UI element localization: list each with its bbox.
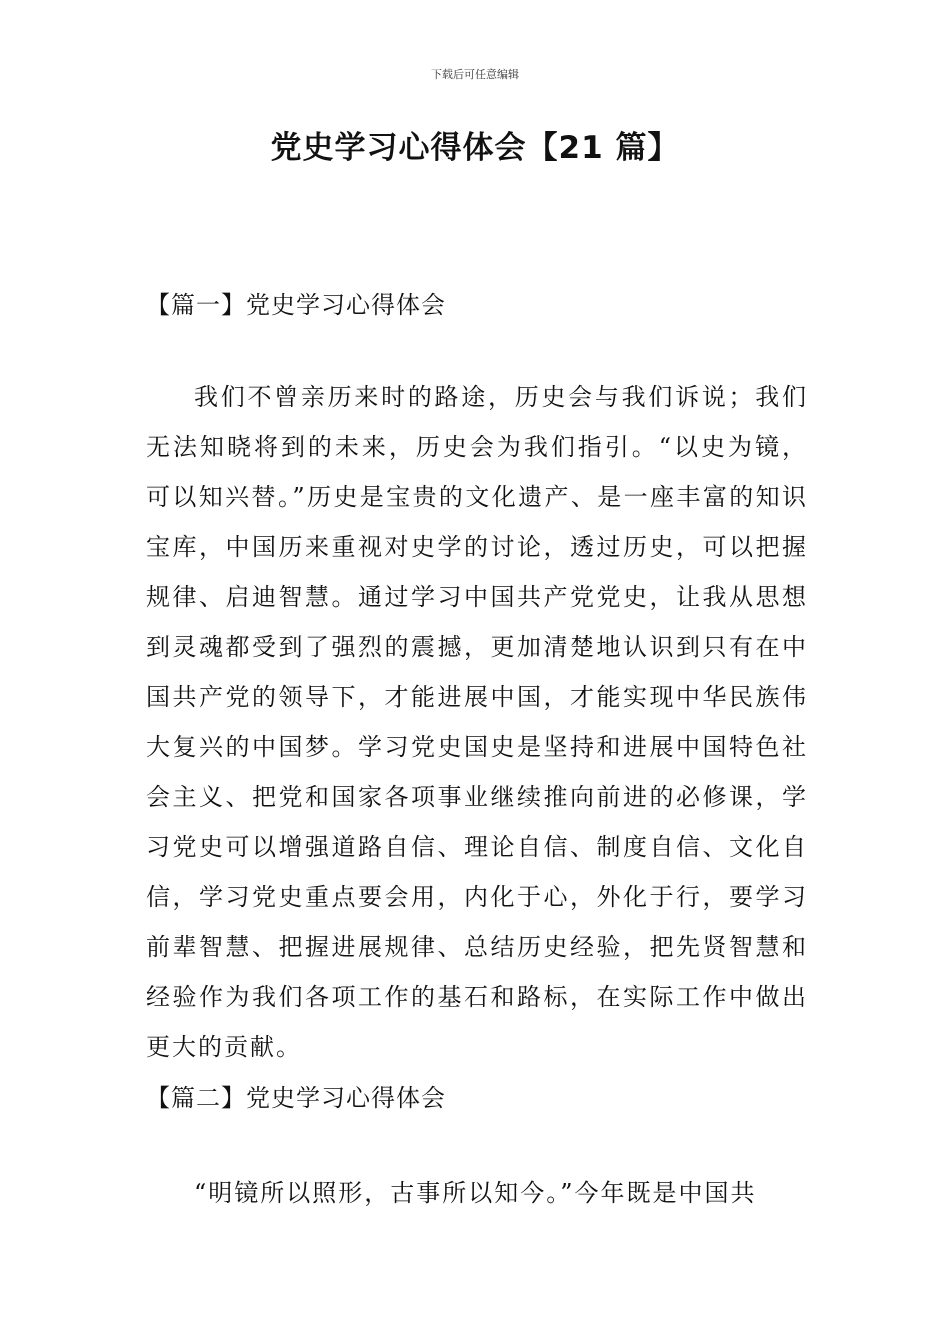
header-note: 下载后可任意编辑 (431, 68, 519, 81)
section-paragraph-1: 我们不曾亲历来时的路途，历史会与我们诉说；我们无法知晓将到的未来，历史会为我们指引。“以史为镜，可以知兴替。”历史是宝贵的文化遗产、是一座丰富的知识宝库，中国历来重视对史学的讨论，透过历史，可以把握规律、启迪智慧。通过学习中国共产党党史，让我从思想到灵魂都受到了强烈的震撼，更加清楚地认识到只有在中国共产党的领导下，才能进展中国，才能实现中华民族伟大复兴的中国梦。学习党史国史是坚持和进展中国特色社会主义、把党和国家各项事业继续推向前进的必修课，学习党史可以增强道路自信、理论自信、制度自信、文化自信，学习党史重点要会用，内化于心，外化于行，要学习前辈智慧、把握进展规律、总结历史经验，把先贤智慧和经验作为我们各项工作的基石和路标，在实际工作中做出更大的贡献。 (146, 383, 808, 1061)
section-heading-2: 【篇二】党史学习心得体会 (146, 1084, 446, 1112)
document-title: 党史学习心得体会【21 篇】 (270, 130, 680, 166)
section-heading-1: 【篇一】党史学习心得体会 (146, 291, 446, 319)
section-paragraph-2: “明镜所以照形，古事所以知今。”今年既是中国共 (194, 1179, 757, 1207)
